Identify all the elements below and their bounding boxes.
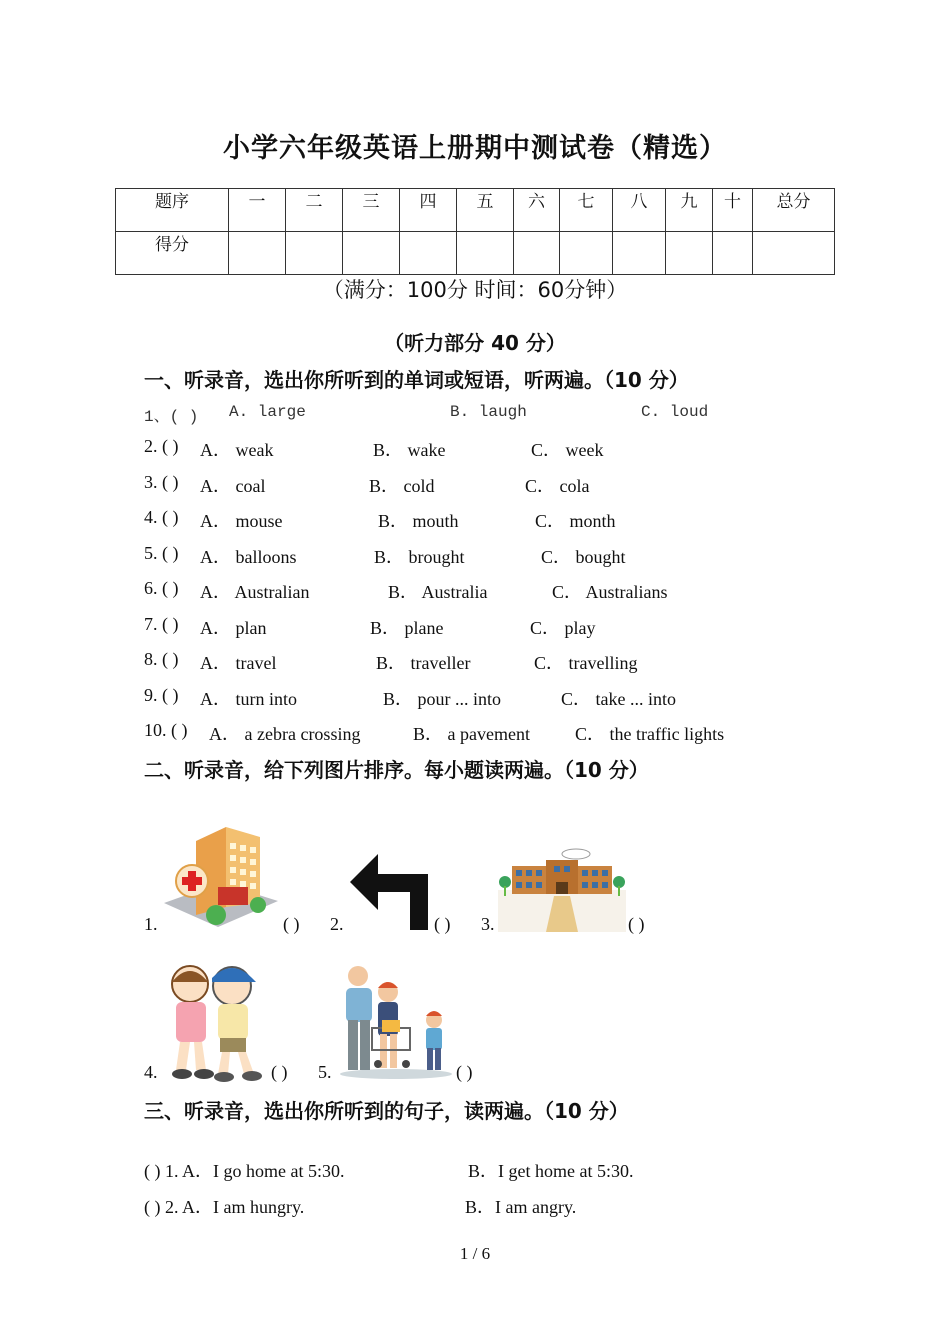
option-c: C． bought (541, 547, 626, 567)
score-cell: 一 (229, 189, 286, 232)
option-b: B． Australia (388, 582, 488, 602)
score-cell: 五 (457, 189, 514, 232)
score-cell: 九 (666, 189, 713, 232)
option-a: A． travel (200, 653, 277, 673)
question-number: 4. ( ) (144, 507, 179, 527)
option-c: C． play (530, 618, 596, 638)
score-input-cell[interactable] (713, 232, 753, 275)
question-number: 2. ( ) (144, 436, 179, 456)
score-cell: 七 (560, 189, 613, 232)
option-a: A． turn into (200, 689, 297, 709)
option-b: B． brought (374, 547, 465, 567)
score-cell: 三 (343, 189, 400, 232)
score-input-cell[interactable] (514, 232, 560, 275)
question-number: 7. ( ) (144, 614, 179, 634)
score-cell: 六 (514, 189, 560, 232)
option-b: B． plane (370, 618, 444, 638)
score-input-cell[interactable] (666, 232, 713, 275)
picture-label: 2. (330, 914, 344, 934)
answer-blank[interactable]: ( ) (434, 914, 451, 934)
option-a: A． Australian (200, 582, 310, 602)
score-input-cell[interactable] (229, 232, 286, 275)
section3-header: 三、听录音，选出你所听到的句子，读两遍。（10 分） (144, 1099, 629, 1123)
school-picture (498, 846, 626, 932)
score-cell: 八 (613, 189, 666, 232)
family-shopping-picture (336, 962, 454, 1080)
page-title: 小学六年级英语上册期中测试卷（精选） (223, 133, 727, 164)
option-b: B． a pavement (413, 724, 530, 744)
option-b: B． traveller (376, 653, 471, 673)
answer-blank[interactable]: ( ) (456, 1062, 473, 1082)
option-c: C． week (531, 440, 604, 460)
sentence-question: ( ) 1. A．I go home at 5:30. (144, 1161, 345, 1181)
score-table-score-row (116, 232, 835, 275)
option-a: A． a zebra crossing (209, 724, 361, 744)
option-b: B．I get home at 5:30. (468, 1161, 634, 1181)
option-c: C． the traffic lights (575, 724, 725, 744)
page-number: 1 / 6 (459, 1244, 491, 1263)
option-a: A． mouse (200, 511, 283, 531)
listening-header: （听力部分 40 分） (384, 331, 566, 355)
section2-header: 二、听录音，给下列图片排序。每小题读两遍。（10 分） (144, 758, 649, 782)
option-a: A． weak (200, 440, 274, 460)
option-b: B．I am angry. (465, 1197, 577, 1217)
score-input-cell[interactable] (286, 232, 343, 275)
option-b: B． wake (373, 440, 446, 460)
question-number: 8. ( ) (144, 649, 179, 669)
score-input-cell[interactable] (343, 232, 400, 275)
option-a: A. large (229, 403, 306, 421)
option-b: B． mouth (378, 511, 459, 531)
score-table (115, 188, 835, 275)
option-b: B． cold (369, 476, 435, 496)
exam-info: （满分：100分 时间：60分钟） (322, 278, 628, 302)
picture-label: 3. (481, 914, 495, 934)
answer-blank[interactable]: ( ) (628, 914, 645, 934)
picture-label: 5. (318, 1062, 332, 1082)
question-number: 10. ( ) (144, 720, 188, 740)
score-cell: 总分 (753, 189, 835, 232)
score-cell: 十 (713, 189, 753, 232)
question-number: 9. ( ) (144, 685, 179, 705)
question-number: 5. ( ) (144, 543, 179, 563)
picture-label: 1. (144, 914, 158, 934)
question-number: 6. ( ) (144, 578, 179, 598)
picture-label: 4. (144, 1062, 158, 1082)
option-a: A． plan (200, 618, 267, 638)
option-a: A． coal (200, 476, 266, 496)
score-input-cell[interactable] (753, 232, 835, 275)
score-cell: 题序 (116, 189, 229, 232)
answer-blank[interactable]: ( ) (271, 1062, 288, 1082)
score-input-cell[interactable] (613, 232, 666, 275)
option-c: C． Australians (552, 582, 668, 602)
option-b: B． pour ... into (383, 689, 502, 709)
score-input-cell[interactable] (400, 232, 457, 275)
option-c: C． cola (525, 476, 590, 496)
score-cell: 二 (286, 189, 343, 232)
score-input-cell[interactable] (560, 232, 613, 275)
option-c: C． month (535, 511, 616, 531)
option-c: C． take ... into (561, 689, 676, 709)
answer-blank[interactable]: ( ) (283, 914, 300, 934)
sentence-question: ( ) 2. A．I am hungry. (144, 1197, 305, 1217)
score-row-label: 得分 (116, 232, 229, 275)
option-c: C. loud (641, 403, 709, 421)
hospital-picture (160, 823, 280, 931)
question-number: 3. ( ) (144, 472, 179, 492)
option-a: A． balloons (200, 547, 297, 567)
section1-header: 一、听录音，选出你所听到的单词或短语，听两遍。（10 分） (144, 368, 689, 392)
turn-left-arrow-picture (348, 852, 432, 932)
question-number: 1、( ) (144, 408, 199, 426)
score-table-header-row (116, 189, 835, 232)
option-b: B. laugh (450, 403, 527, 421)
score-cell: 四 (400, 189, 457, 232)
score-input-cell[interactable] (457, 232, 514, 275)
children-walking-picture (162, 960, 270, 1082)
option-c: C． travelling (534, 653, 638, 673)
